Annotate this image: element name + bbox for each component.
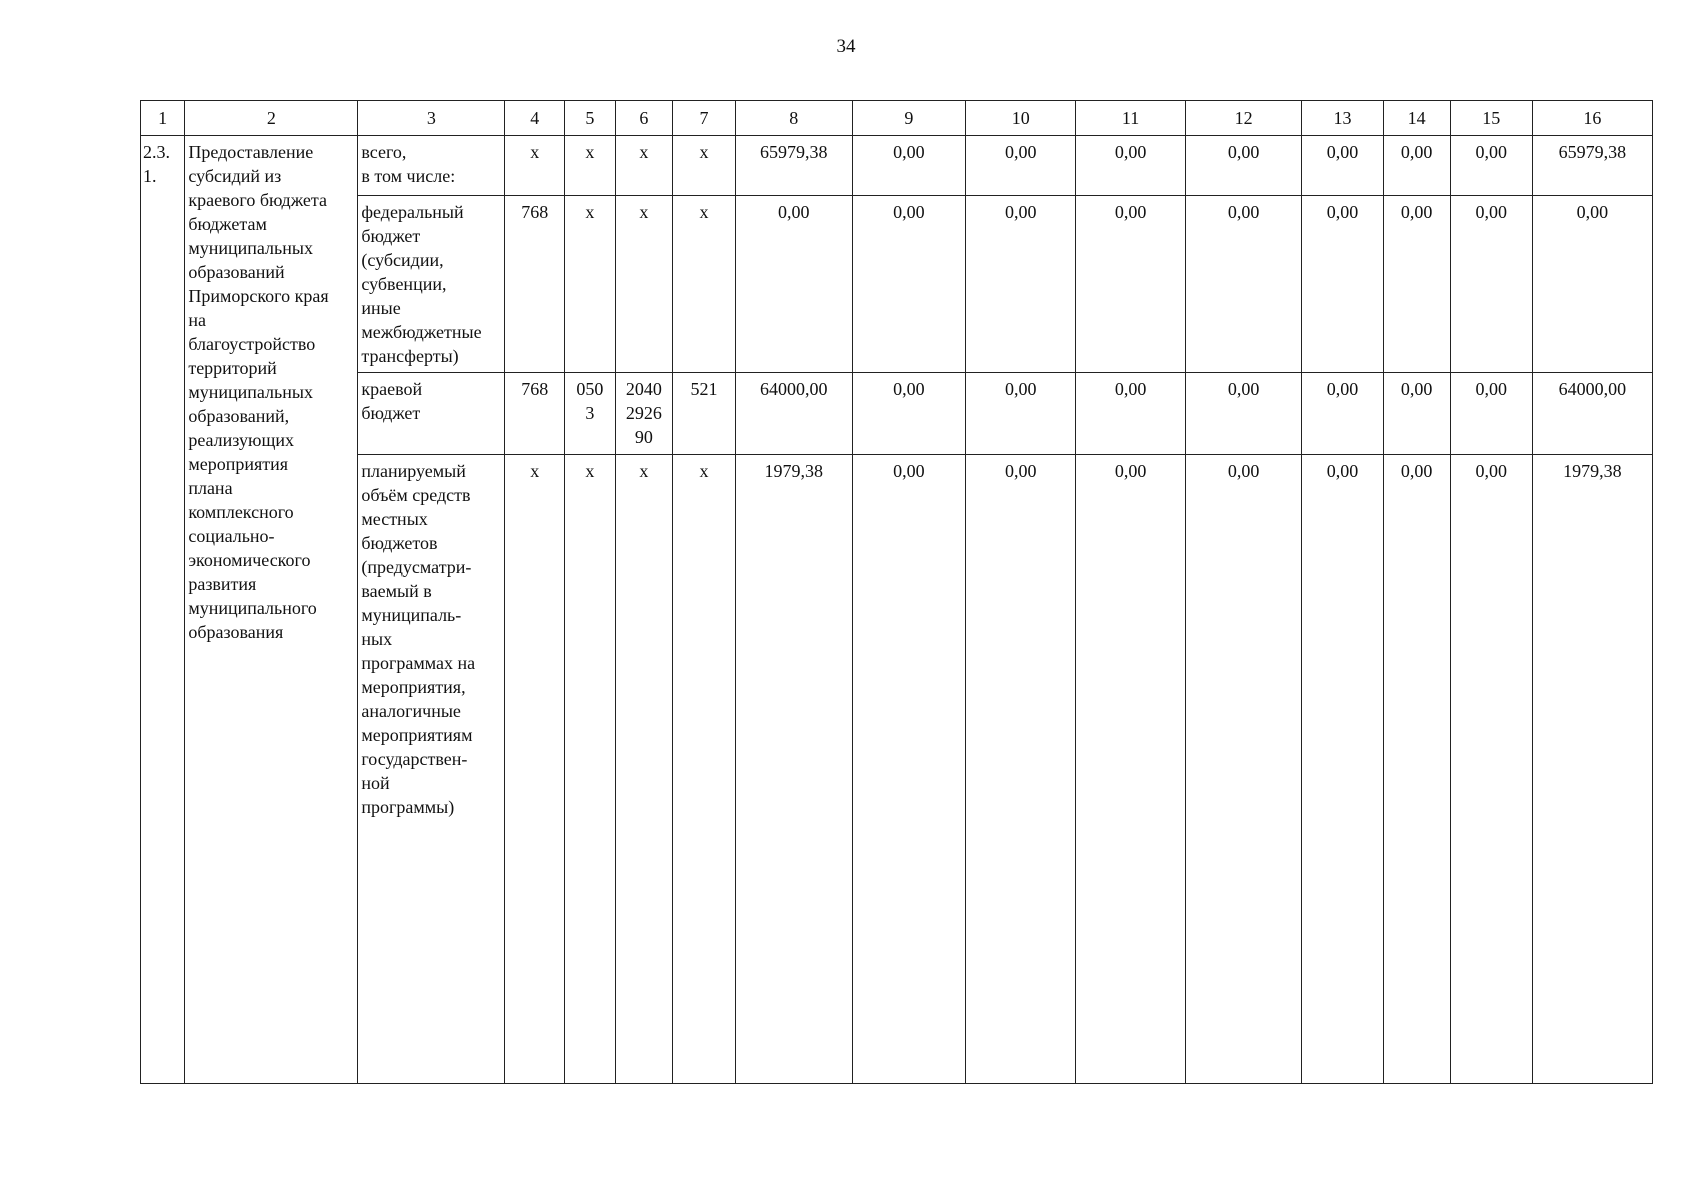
- col11-cell: 0,00: [1076, 455, 1185, 1084]
- col13-cell: 0,00: [1302, 455, 1383, 1084]
- col4-cell: х: [505, 136, 564, 196]
- col9-cell: 0,00: [852, 196, 966, 373]
- header-row: [141, 101, 1653, 136]
- page-number: 34: [836, 36, 856, 57]
- budget-table: [140, 100, 1653, 1084]
- header-cell: 10: [966, 101, 1076, 136]
- col8-cell: 65979,38: [735, 136, 852, 196]
- col11-cell: 0,00: [1076, 136, 1185, 196]
- col6-cell: 2040 2926 90: [615, 373, 672, 455]
- source-cell: планируемый объём средств местных бюджетов (предусматри- ваемый в муниципаль- ных программах на мероприятия, аналогичные мероприятиям государствен- ной программы): [358, 455, 505, 1084]
- col10-cell: 0,00: [966, 455, 1076, 1084]
- col12-cell: 0,00: [1185, 373, 1302, 455]
- col10-cell: 0,00: [966, 373, 1076, 455]
- col16-cell: 65979,38: [1532, 136, 1652, 196]
- col6-cell: х: [615, 136, 672, 196]
- col15-cell: 0,00: [1450, 373, 1532, 455]
- col5-cell: х: [564, 455, 615, 1084]
- header-cell: 3: [358, 101, 505, 136]
- col7-cell: х: [673, 136, 736, 196]
- header-cell: 5: [564, 101, 615, 136]
- col16-cell: 0,00: [1532, 196, 1652, 373]
- col6-cell: х: [615, 455, 672, 1084]
- col10-cell: 0,00: [966, 136, 1076, 196]
- table-row-regional: [141, 373, 1653, 455]
- col4-cell: 768: [505, 196, 564, 373]
- col13-cell: 0,00: [1302, 136, 1383, 196]
- col13-cell: 0,00: [1302, 373, 1383, 455]
- col12-cell: 0,00: [1185, 455, 1302, 1084]
- col12-cell: 0,00: [1185, 196, 1302, 373]
- item-number-cell: 2.3. 1.: [141, 136, 185, 1084]
- header-cell: 7: [673, 101, 736, 136]
- col8-cell: 64000,00: [735, 373, 852, 455]
- header-cell: 13: [1302, 101, 1383, 136]
- col14-cell: 0,00: [1383, 373, 1450, 455]
- source-cell: всего, в том числе:: [358, 136, 505, 196]
- col8-cell: 0,00: [735, 196, 852, 373]
- col12-cell: 0,00: [1185, 136, 1302, 196]
- col10-cell: 0,00: [966, 196, 1076, 373]
- col15-cell: 0,00: [1450, 196, 1532, 373]
- col16-cell: 64000,00: [1532, 373, 1652, 455]
- source-cell: краевой бюджет: [358, 373, 505, 455]
- header-cell: 16: [1532, 101, 1652, 136]
- col8-cell: 1979,38: [735, 455, 852, 1084]
- col15-cell: 0,00: [1450, 136, 1532, 196]
- header-cell: 11: [1076, 101, 1185, 136]
- col15-cell: 0,00: [1450, 455, 1532, 1084]
- col4-cell: 768: [505, 373, 564, 455]
- col7-cell: 521: [673, 373, 736, 455]
- header-cell: 12: [1185, 101, 1302, 136]
- col5-cell: х: [564, 136, 615, 196]
- col5-cell: х: [564, 196, 615, 373]
- col14-cell: 0,00: [1383, 136, 1450, 196]
- header-cell: 8: [735, 101, 852, 136]
- col16-cell: 1979,38: [1532, 455, 1652, 1084]
- col11-cell: 0,00: [1076, 373, 1185, 455]
- header-cell: 2: [185, 101, 358, 136]
- col9-cell: 0,00: [852, 373, 966, 455]
- col9-cell: 0,00: [852, 455, 966, 1084]
- col5-cell: 050 3: [564, 373, 615, 455]
- col14-cell: 0,00: [1383, 196, 1450, 373]
- table-row-local: [141, 455, 1653, 1084]
- col7-cell: х: [673, 196, 736, 373]
- col6-cell: х: [615, 196, 672, 373]
- col9-cell: 0,00: [852, 136, 966, 196]
- header-cell: 4: [505, 101, 564, 136]
- table-row-total: [141, 136, 1653, 196]
- table-row-federal: [141, 196, 1653, 373]
- col11-cell: 0,00: [1076, 196, 1185, 373]
- header-cell: 9: [852, 101, 966, 136]
- header-cell: 1: [141, 101, 185, 136]
- col7-cell: х: [673, 455, 736, 1084]
- header-cell: 6: [615, 101, 672, 136]
- header-cell: 14: [1383, 101, 1450, 136]
- source-cell: федеральный бюджет (субсидии, субвенции, иные межбюджетные трансферты): [358, 196, 505, 373]
- header-cell: 15: [1450, 101, 1532, 136]
- item-name-cell: Предоставление субсидий из краевого бюджета бюджетам муниципальных образований Приморского края на благоустройство территорий муниципальных образований, реализующих мероприятия плана комплексного социально- экономического развития муниципального образования: [185, 136, 358, 1084]
- col4-cell: х: [505, 455, 564, 1084]
- col13-cell: 0,00: [1302, 196, 1383, 373]
- col14-cell: 0,00: [1383, 455, 1450, 1084]
